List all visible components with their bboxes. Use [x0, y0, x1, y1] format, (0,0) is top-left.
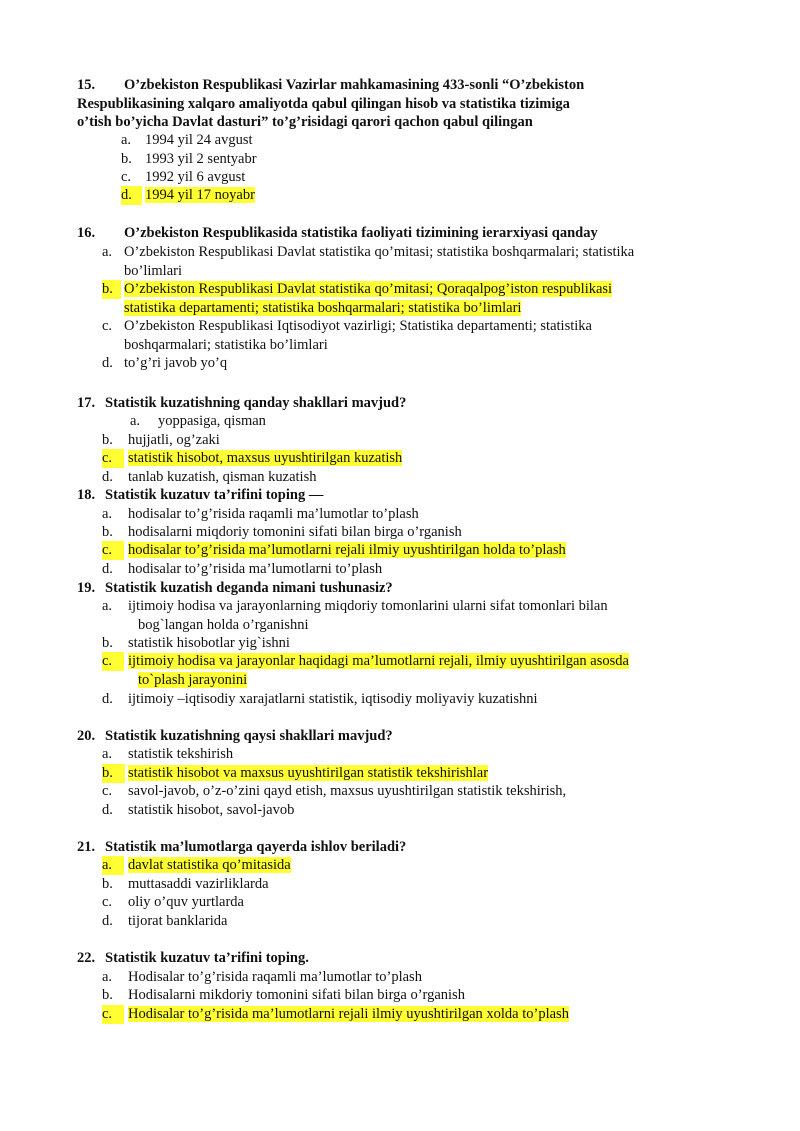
option-text-line: yoppasiga, qisman	[158, 413, 266, 429]
option-letter: a.	[102, 598, 113, 614]
option-letter: c.	[102, 894, 113, 910]
option-text	[128, 968, 422, 987]
question-number: 18.	[77, 487, 96, 503]
option-letter: c.	[102, 1005, 124, 1024]
option-letter: b.	[102, 764, 125, 783]
option-letter: b.	[102, 524, 113, 540]
option-text	[128, 431, 220, 450]
option-text	[128, 560, 382, 579]
option-text	[128, 449, 402, 468]
question-title	[77, 486, 677, 505]
question-title	[77, 727, 677, 746]
option-text	[124, 280, 612, 317]
question-title	[77, 224, 677, 243]
option-text	[128, 541, 566, 560]
question-title-text: Statistik kuzatish deganda nimani tushunasiz?	[105, 580, 393, 596]
option-text	[124, 354, 227, 373]
question-number: 16.	[77, 225, 96, 241]
option-text-line-continued: to`plash jarayonini	[138, 671, 248, 688]
option-letter: b.	[102, 987, 113, 1003]
option-text-line: 1994 yil 17 noyabr	[145, 187, 255, 203]
question-title-text: O’zbekiston Respublikasida statistika faoliyati tizimining ierarxiyasi qanday	[124, 225, 598, 241]
option-letter: a.	[130, 413, 141, 429]
option-text-line: hodisalar to’g’risida ma’lumotlarni to’plash	[128, 561, 383, 577]
question-title	[77, 76, 677, 95]
option-text-line: O’zbekiston Respublikasi Davlat statistika qo’mitasi; Qoraqalpog’iston respublikasi	[124, 281, 613, 297]
question-title-text: Statistik kuzatuv ta’rifini toping —	[105, 487, 324, 503]
question-title-text: Respublikasining xalqaro amaliyotda qabul qilingan hisob va statistika tizimiga	[77, 95, 570, 112]
option-letter: d.	[102, 561, 113, 577]
option-letter: a.	[102, 244, 113, 260]
option-text	[128, 523, 462, 542]
option-text-line: O’zbekiston Respublikasi Iqtisodiyot vazirligi; Statistika departamenti; statistika	[124, 318, 592, 334]
option-text	[145, 150, 257, 169]
option-letter: d.	[102, 802, 113, 818]
question-title-continued	[77, 95, 677, 114]
question-title	[77, 394, 677, 413]
option-text-line: hujjatli, og’zaki	[128, 432, 220, 448]
option-text-line: tijorat banklarida	[128, 913, 228, 929]
question-title-text: Statistik kuzatishning qanday shakllari mavjud?	[105, 395, 407, 411]
option-letter: a.	[102, 506, 113, 522]
option-text	[128, 912, 227, 931]
option-letter: b.	[102, 635, 113, 651]
question-title-text: O’zbekiston Respublikasi Vazirlar mahkamasining 433-sonli “O’zbekiston	[124, 77, 585, 93]
question-title-text: o’tish bo’yicha Davlat dasturi” to’g’risidagi qarori qachon qabul qilingan	[77, 114, 533, 130]
option-text	[124, 243, 634, 280]
question-title-text: Statistik ma’lumotlarga qayerda ishlov beriladi?	[105, 839, 407, 855]
option-letter: a.	[102, 746, 113, 762]
option-text-line: 1994 yil 24 avgust	[145, 132, 253, 148]
option-text-line: statistik tekshirish	[128, 746, 234, 762]
option-text	[128, 764, 488, 783]
option-text-line: muttasaddi vazirliklarda	[128, 876, 269, 892]
option-text-line: 1992 yil 6 avgust	[145, 169, 246, 185]
option-text	[124, 317, 592, 354]
option-letter: b.	[121, 151, 132, 167]
option-letter: c.	[121, 169, 132, 185]
option-text-line-continued: bo’limlari	[124, 262, 182, 279]
option-text	[128, 782, 566, 801]
option-letter: c.	[102, 318, 113, 334]
option-text	[128, 893, 244, 912]
option-text-line-continued: boshqarmalari; statistika bo’limlari	[124, 336, 328, 353]
option-text-line: hodisalar to’g’risida raqamli ma’lumotlar to’plash	[128, 506, 419, 522]
option-text	[128, 634, 290, 653]
option-text-line: oliy o’quv yurtlarda	[128, 894, 244, 910]
option-text	[128, 986, 465, 1005]
option-text-line: tanlab kuzatish, qisman kuzatish	[128, 469, 317, 485]
option-text-line: ijtimoiy hodisa va jarayonlar haqidagi ma’lumotlarni rejali, ilmiy uyushtirilgan asosda	[128, 653, 629, 669]
option-text-line: 1993 yil 2 sentyabr	[145, 151, 257, 167]
option-text-line: davlat statistika qo’mitasida	[128, 857, 291, 873]
option-text-line: O’zbekiston Respublikasi Davlat statistika qo’mitasi; statistika boshqarmalari; statistika	[124, 244, 635, 260]
option-text-line: ijtimoiy hodisa va jarayonlarning miqdoriy tomonlarini ularni sifat tomonlari bilan	[128, 598, 608, 614]
option-text-line-continued: bog`langan holda o’rganishni	[138, 616, 309, 633]
option-letter: c.	[102, 541, 124, 560]
option-text	[145, 168, 245, 187]
option-letter: c.	[102, 783, 113, 799]
option-letter: d.	[102, 691, 113, 707]
question-title-text: Statistik kuzatishning qaysi shakllari mavjud?	[105, 728, 393, 744]
option-text-line: statistik hisobotlar yig`ishni	[128, 635, 290, 651]
option-letter: b.	[102, 876, 113, 892]
question-title-continued	[77, 113, 677, 132]
option-text	[128, 690, 538, 709]
question-title-text: Statistik kuzatuv ta’rifini toping.	[105, 950, 309, 966]
option-text	[145, 186, 255, 205]
option-text-line: ijtimoiy –iqtisodiy xarajatlarni statistik, iqtisodiy moliyaviy kuzatishni	[128, 691, 538, 707]
option-text	[128, 801, 294, 820]
option-text	[128, 505, 419, 524]
option-text	[128, 652, 629, 689]
option-letter: d.	[102, 355, 113, 371]
question-title	[77, 579, 677, 598]
option-text-line-continued: statistika departamenti; statistika boshqarmalari; statistika bo’limlari	[124, 299, 522, 316]
question-number: 19.	[77, 580, 96, 596]
question-title	[77, 949, 677, 968]
question-number: 21.	[77, 839, 96, 855]
option-letter: c.	[102, 652, 124, 671]
option-text	[158, 412, 266, 431]
option-text-line: hodisalar to’g’risida ma’lumotlarni rejali ilmiy uyushtirilgan holda to’plash	[128, 542, 566, 558]
option-letter: b.	[102, 280, 121, 299]
question-number: 20.	[77, 728, 96, 744]
option-letter: d.	[121, 186, 142, 205]
option-text-line: Hodisalar to’g’risida ma’lumotlarni rejali ilmiy uyushtirilgan xolda to’plash	[128, 1006, 569, 1022]
question-number: 17.	[77, 395, 96, 411]
option-text	[128, 856, 291, 875]
option-letter: a.	[102, 856, 124, 875]
option-letter: a.	[121, 132, 132, 148]
option-text	[128, 745, 233, 764]
option-letter: d.	[102, 469, 113, 485]
option-text	[145, 131, 253, 150]
option-text-line: Hodisalar to’g’risida raqamli ma’lumotlar to’plash	[128, 969, 422, 985]
option-letter: b.	[102, 432, 113, 448]
option-text-line: savol-javob, o’z-o’zini qayd etish, maxsus uyushtirilgan statistik tekshirish,	[128, 783, 567, 799]
option-text-line: Hodisalarni mikdoriy tomonini sifati bilan birga o’rganish	[128, 987, 465, 1003]
option-text	[128, 1005, 569, 1024]
question-number: 15.	[77, 77, 96, 93]
option-letter: d.	[102, 913, 113, 929]
option-text	[128, 597, 608, 634]
option-text	[128, 875, 269, 894]
option-letter: a.	[102, 969, 113, 985]
option-letter: c.	[102, 449, 124, 468]
option-text-line: hodisalarni miqdoriy tomonini sifati bilan birga o’rganish	[128, 524, 462, 540]
option-text-line: to’g’ri javob yo’q	[124, 355, 228, 371]
question-title	[77, 838, 677, 857]
question-number: 22.	[77, 950, 96, 966]
option-text-line: statistik hisobot, savol-javob	[128, 802, 295, 818]
option-text-line: statistik hisobot va maxsus uyushtirilgan statistik tekshirishlar	[128, 765, 489, 781]
option-text	[128, 468, 316, 487]
option-text-line: statistik hisobot, maxsus uyushtirilgan kuzatish	[128, 450, 403, 466]
